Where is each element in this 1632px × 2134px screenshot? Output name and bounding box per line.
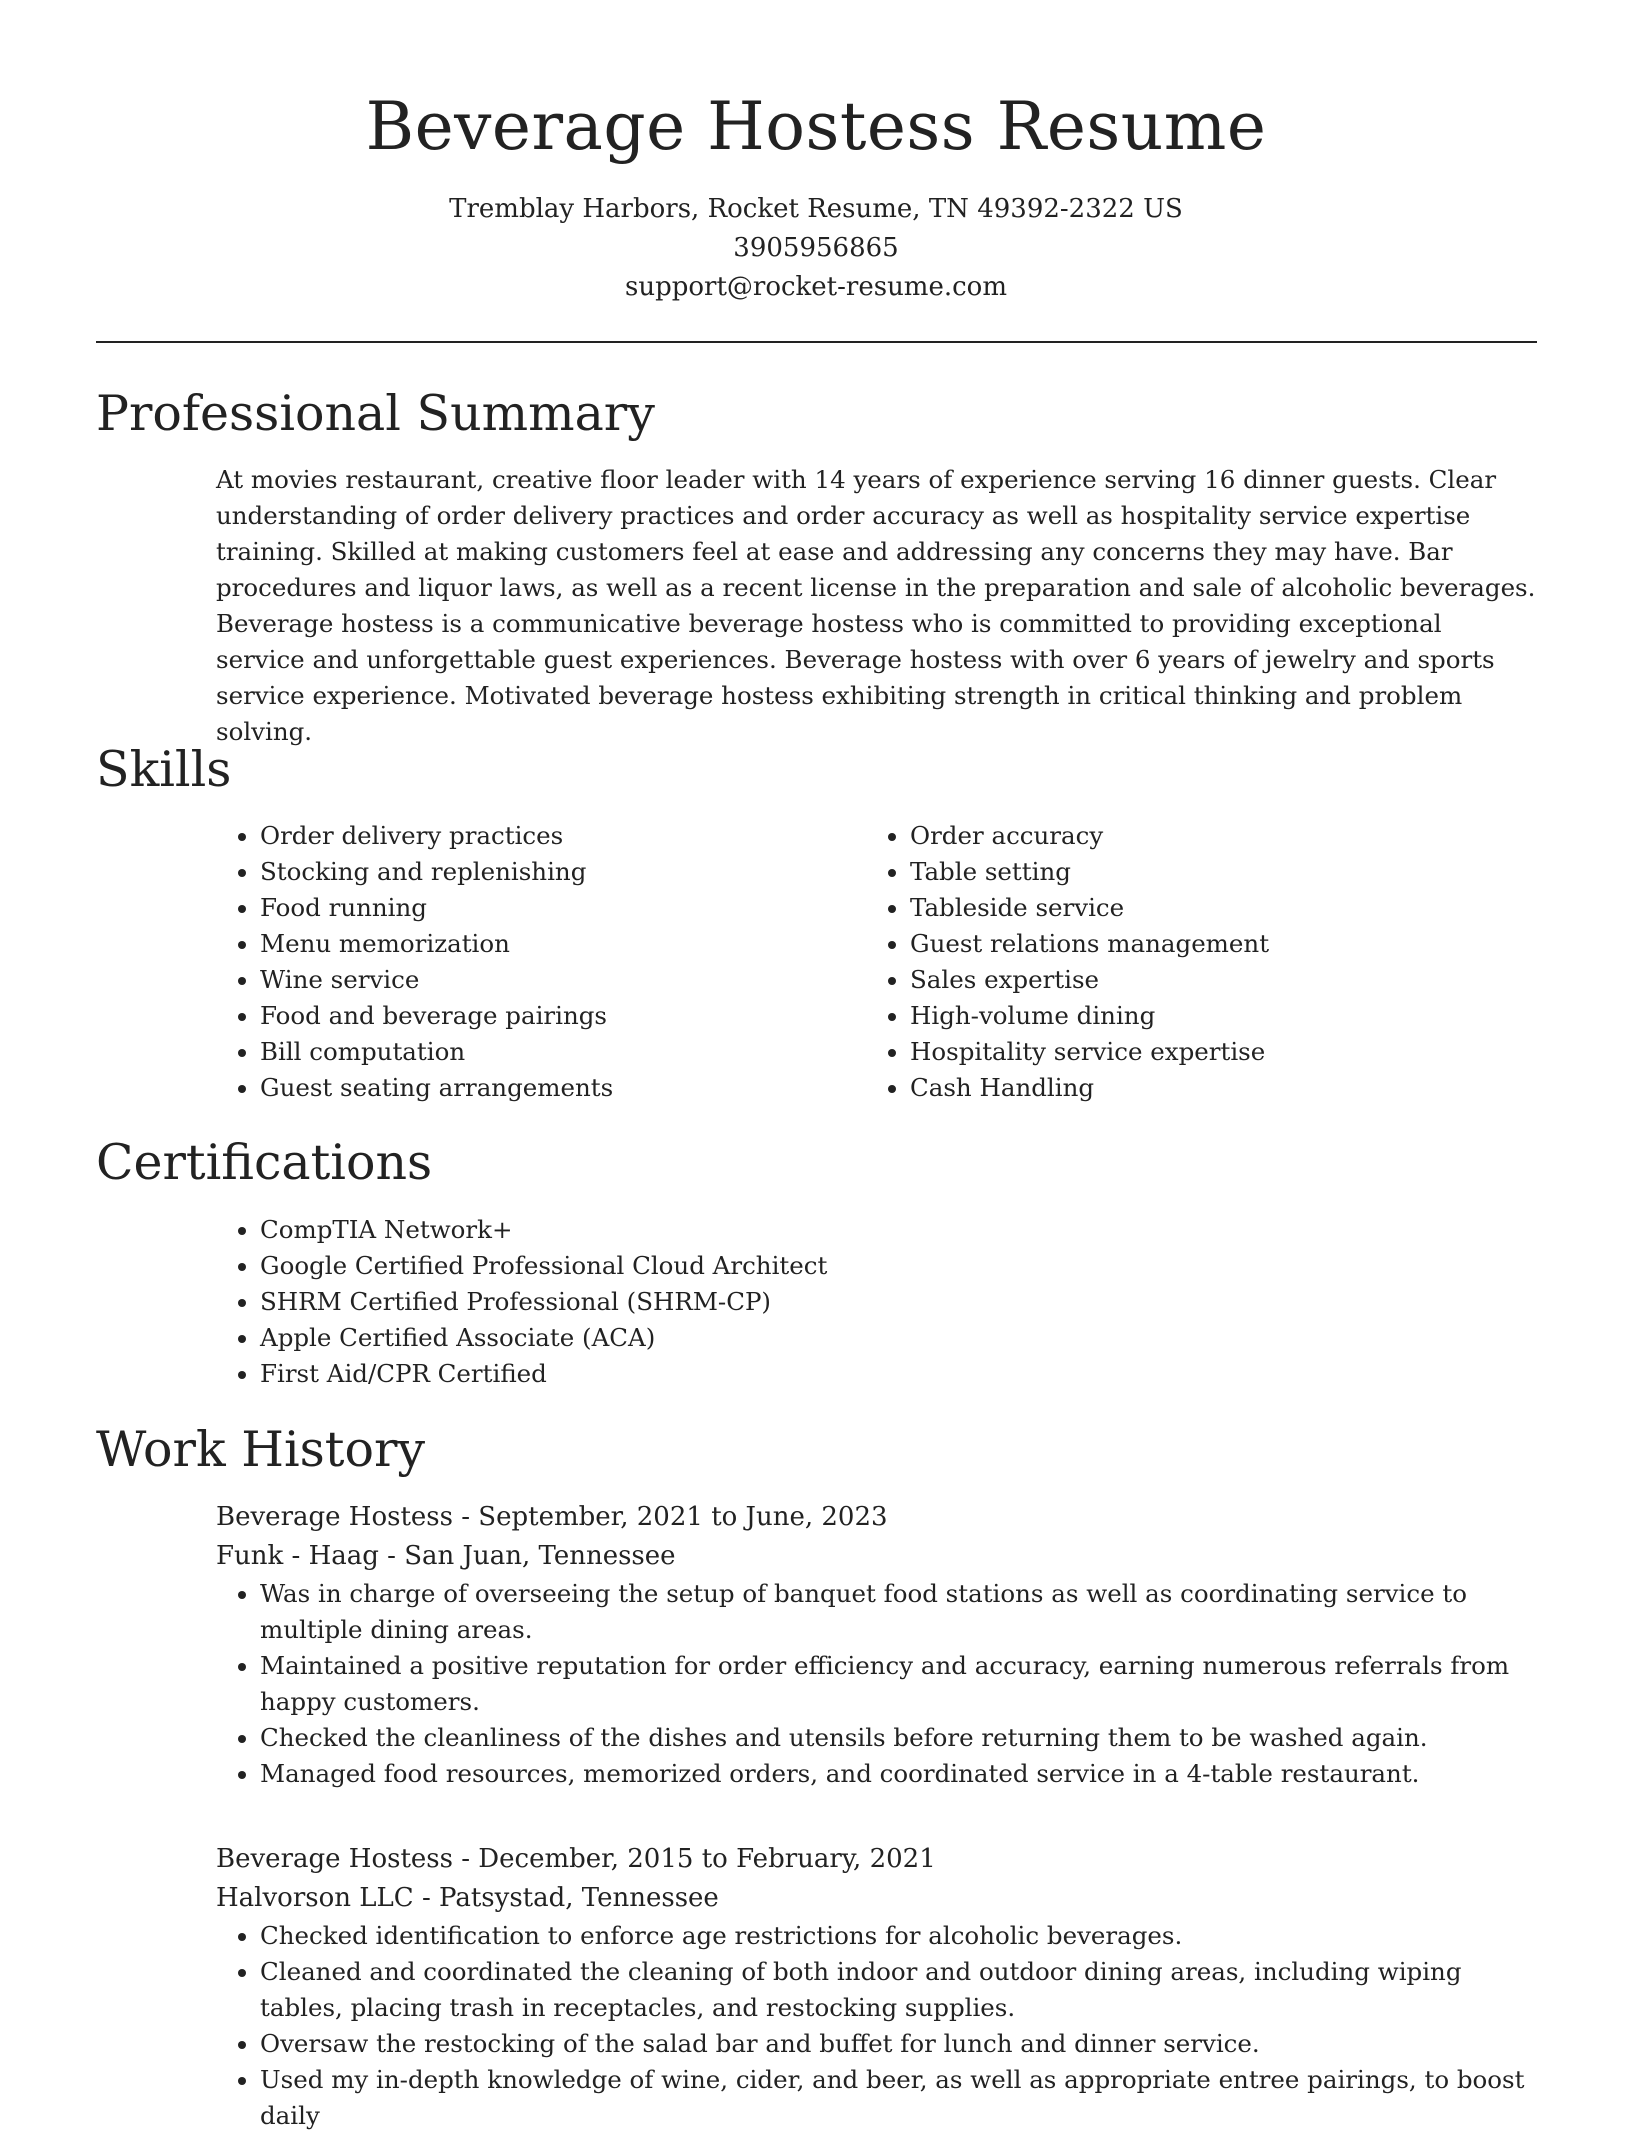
job-duty-item: • Oversaw the restocking of the salad bar and buffet for lunch and dinner service. [260,2026,1546,2062]
contact-phone: 3905956865 [733,233,899,263]
skill-item: • Hospitality service expertise [910,1034,1486,1070]
job-role-dates: Beverage Hostess - September, 2021 to June, 2023 [216,1502,888,1532]
job-company-location: Halvorson LLC - Patsystad, Tennessee [216,1883,719,1913]
skill-item: • High-volume dining [910,998,1486,1034]
contact-address: Tremblay Harbors, Rocket Resume, TN 49392-2322 US [449,194,1183,224]
job-duty-item: • Maintained a positive reputation for order efficiency and accuracy, earning numerous referrals from happy customers. [260,1648,1546,1720]
job-duty-item: • Was in charge of overseeing the setup of banquet food stations as well as coordinating service to multiple dining areas. [260,1576,1546,1648]
skill-item: • Order delivery practices [260,818,836,854]
skill-item: • Table setting [910,854,1486,890]
section-title-work-history: Work History [96,1421,426,1478]
job-duty-item: • Checked the cleanliness of the dishes and utensils before returning them to be washed again. [260,1720,1546,1756]
skill-item: • Wine service [260,962,836,998]
certification-item: • CompTIA Network+ [260,1212,1416,1248]
job-duty-item: • Used my in-depth knowledge of wine, cider, and beer, as well as appropriate entree pairings, to boost daily [260,2062,1546,2134]
skill-item: • Tableside service [910,890,1486,926]
skills-list-left [216,818,836,1106]
contact-email: support@rocket-resume.com [624,272,1007,302]
job-duty-item: • Managed food resources, memorized orders, and coordinated service in a 4-table restaurant. [260,1756,1546,1792]
skill-item: • Food running [260,890,836,926]
skill-item: • Guest seating arrangements [260,1070,836,1106]
skill-item: • Order accuracy [910,818,1486,854]
job-duties-list [216,1918,1546,2134]
certification-item: • SHRM Certified Professional (SHRM-CP) [260,1284,1416,1320]
job-duty-item: • Cleaned and coordinated the cleaning of both indoor and outdoor dining areas, including wiping tables, placing trash in receptacles, and restocking supplies. [260,1954,1546,2026]
job-entry [216,1498,1546,1792]
section-title-certifications: Certifications [96,1134,433,1191]
job-role-dates: Beverage Hostess - December, 2015 to February, 2021 [216,1844,936,1874]
skill-item: • Cash Handling [910,1070,1486,1106]
skill-item: • Bill computation [260,1034,836,1070]
skills-column-left [216,818,836,1106]
skills-column-right [866,818,1486,1106]
skills-list-right [866,818,1486,1106]
skill-item: • Guest relations management [910,926,1486,962]
job-duties-list [216,1576,1546,1792]
job-entry [216,1840,1546,2134]
section-title-summary: Professional Summary [96,385,655,442]
skill-item: • Food and beverage pairings [260,998,836,1034]
certification-item: • Apple Certified Associate (ACA) [260,1320,1416,1356]
job-company-location: Funk - Haag - San Juan, Tennessee [216,1541,676,1571]
section-title-skills: Skills [96,741,232,798]
skill-item: • Sales expertise [910,962,1486,998]
skill-item: • Stocking and replenishing [260,854,836,890]
resume-title: Beverage Hostess Resume [365,88,1267,165]
certification-item: • Google Certified Professional Cloud Architect [260,1248,1416,1284]
certifications-list [216,1212,1416,1392]
header-divider [96,341,1537,343]
summary-text: At movies restaurant, creative floor leader with 14 years of experience serving 16 dinner guests. Clear understanding of order delivery practices and order accuracy as well as hospitality service expertise training. Skilled at making customers feel at ease and addressing any concerns they may have. Bar procedures and liquor laws, as well as a recent license in the preparation and sale of alcoholic beverages. Beverage hostess is a communicative beverage hostess who is committed to providing exceptional service and unforgettable guest experiences. Beverage hostess with over 6 years of jewelry and sports service experience. Motivated beverage hostess exhibiting strength in critical thinking and problem solving. [216,465,1536,746]
contact-info [0,190,1632,307]
certification-item: • First Aid/CPR Certified [260,1356,1416,1392]
resume-header [0,0,1632,307]
certifications-block [216,1212,1416,1392]
skill-item: • Menu memorization [260,926,836,962]
job-duty-item: • Checked identification to enforce age restrictions for alcoholic beverages. [260,1918,1546,1954]
